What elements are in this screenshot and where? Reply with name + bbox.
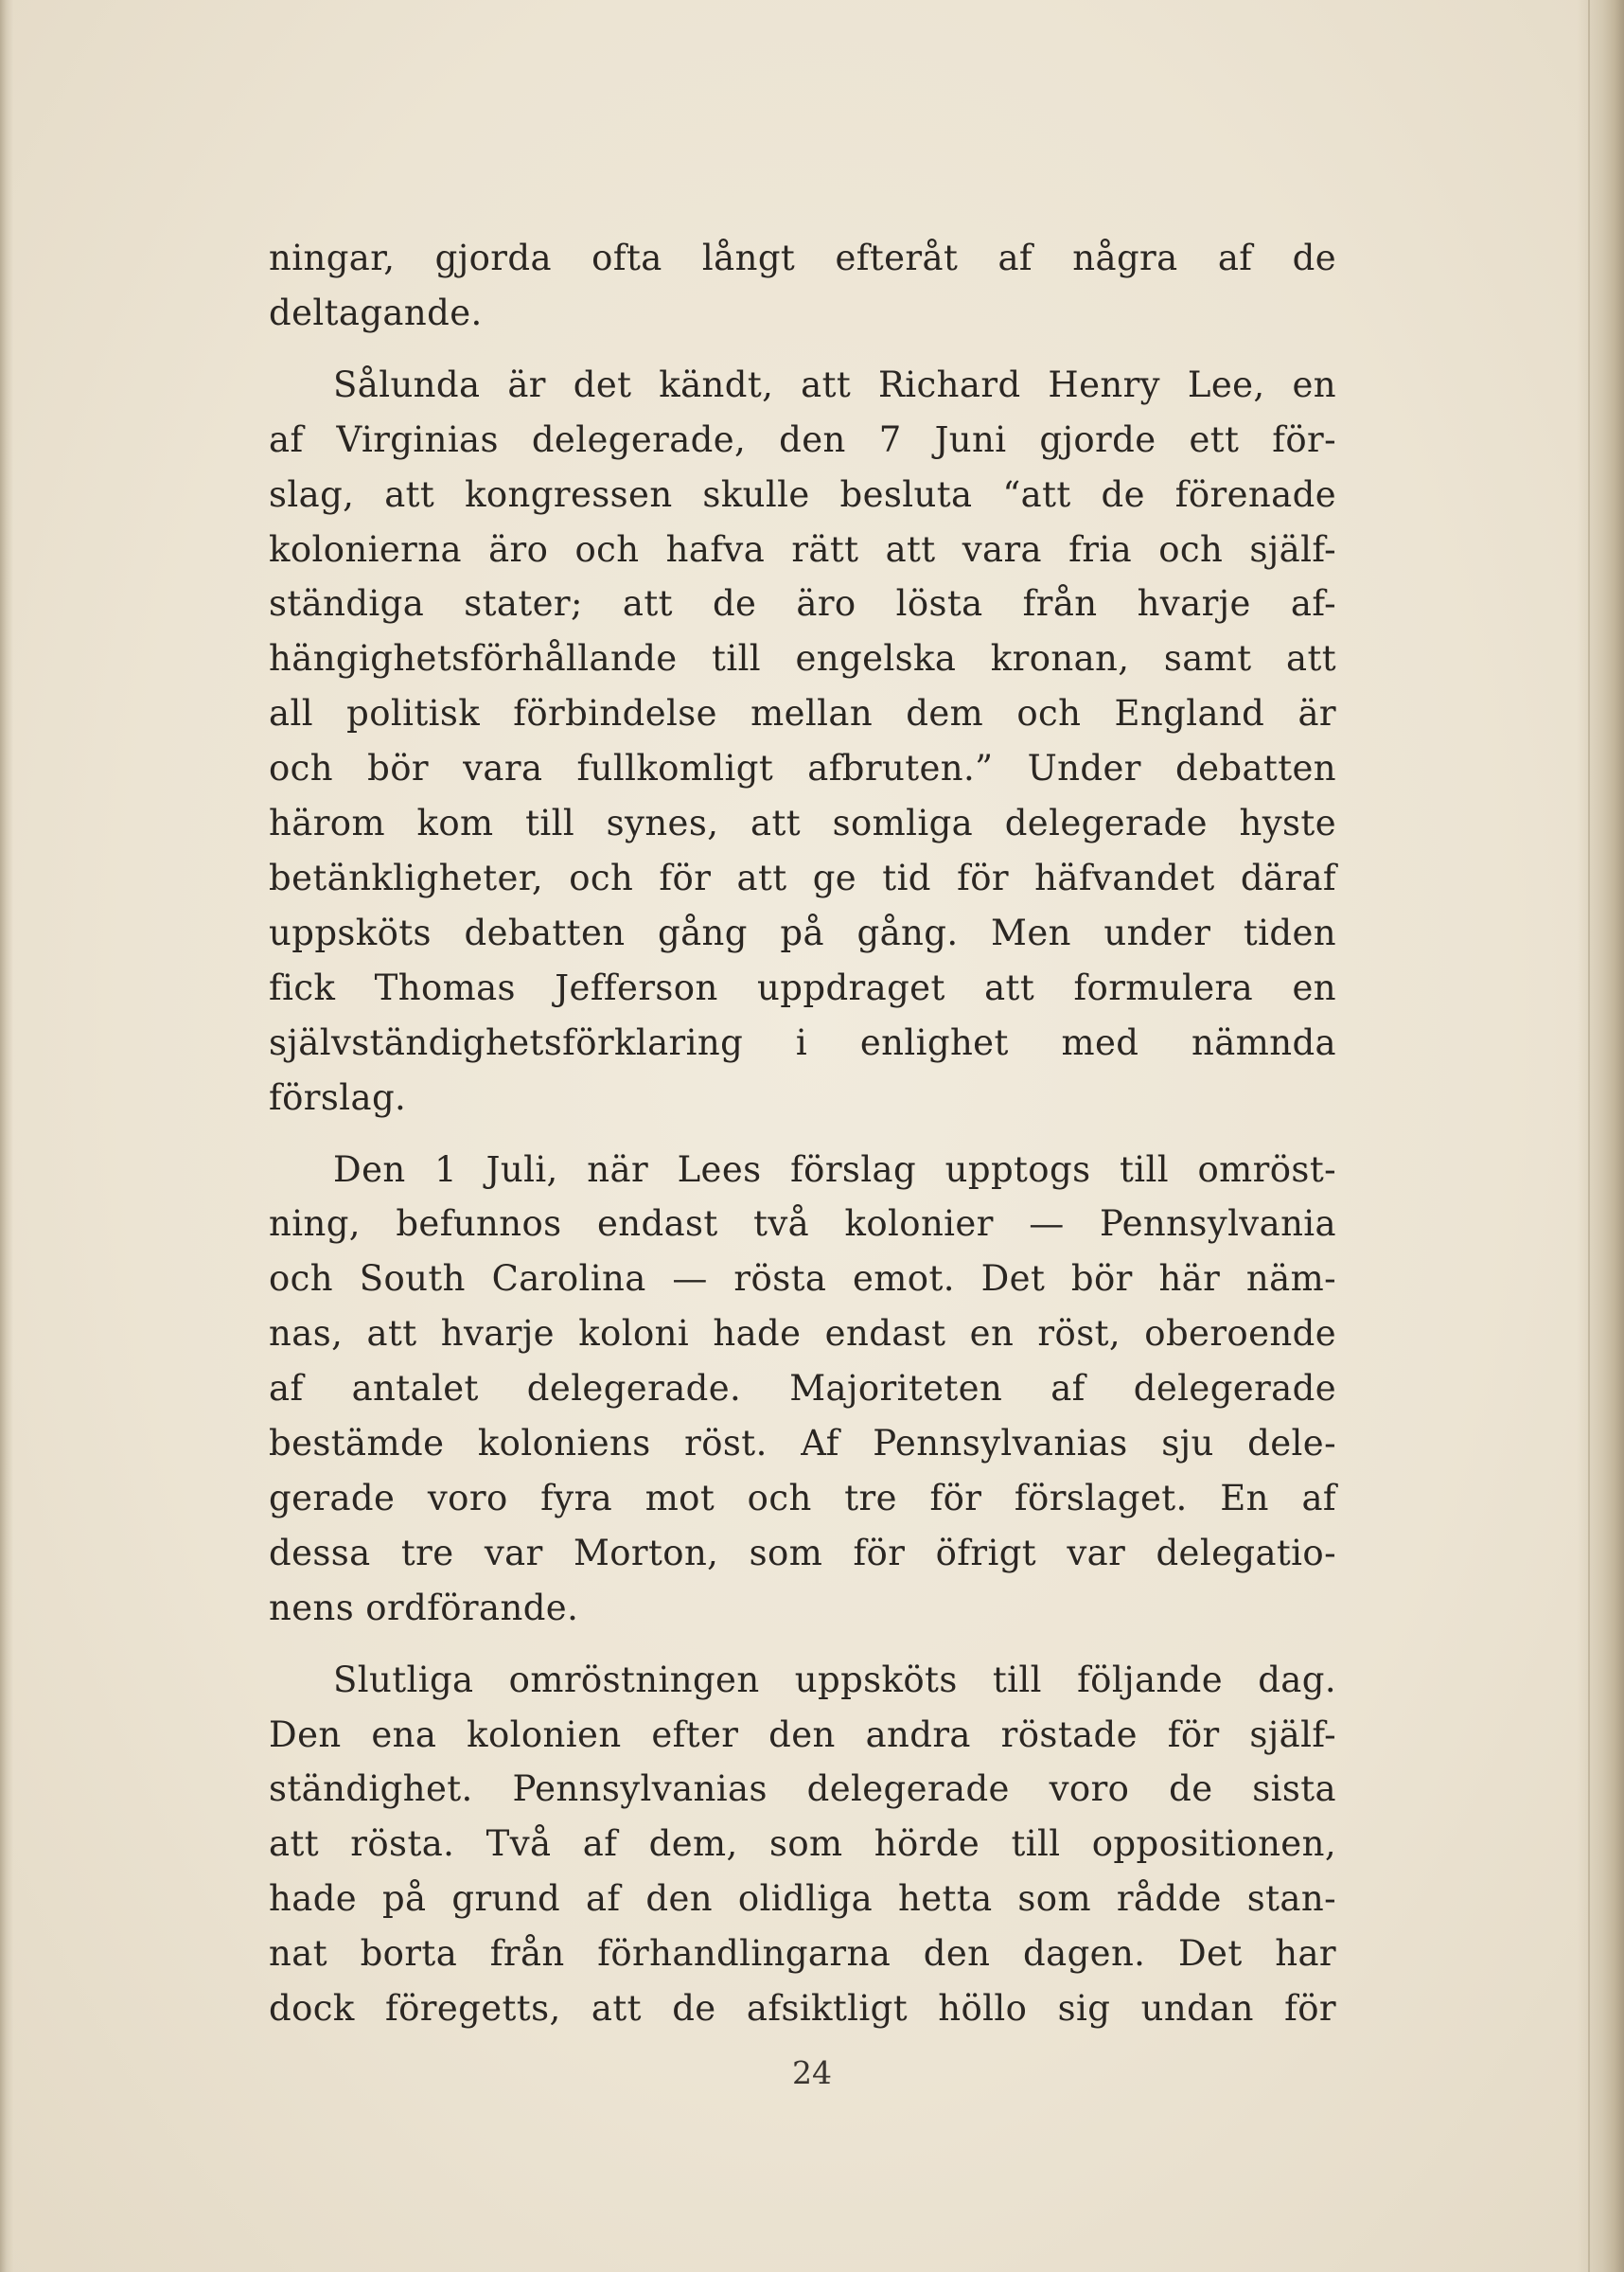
text-line: härom kom till synes, att somliga delegerade hyste (269, 803, 1336, 844)
text-line: all politisk förbindelse mellan dem och England är (269, 693, 1336, 735)
text-line: af antalet delegerade. Majoriteten af delegerade (269, 1368, 1336, 1410)
text-line: Sålunda är det kändt, att Richard Henry Lee, en (333, 364, 1336, 405)
text-line: Den ena kolonien efter den andra röstade för själf- (269, 1713, 1336, 1755)
text-line: och bör vara fullkomligt afbruten.” Under debatten (269, 748, 1336, 790)
text-line: af Virginias delegerade, den 7 Juni gjorde ett för- (269, 418, 1336, 460)
text-line: bestämde koloniens röst. Af Pennsylvanias sju dele- (269, 1423, 1336, 1464)
text-line: förslag. (269, 1076, 407, 1118)
text-line: dessa tre var Morton, som för öfrigt var delegatio- (269, 1532, 1336, 1573)
page-fold-shadow (1588, 0, 1590, 2272)
text-line: självständighetsförklaring i enlighet med nämnda (269, 1021, 1336, 1063)
text-line: ning, befunnos endast två kolonier — Pennsylvania (269, 1203, 1336, 1245)
body-text (269, 231, 1336, 2036)
text-line: nas, att hvarje koloni hade endast en röst, oberoende (269, 1313, 1336, 1355)
text-line: deltagande. (269, 292, 483, 333)
paragraph-2 (269, 358, 1336, 1126)
text-line: kolonierna äro och hafva rätt att vara fria och själf- (269, 528, 1336, 570)
text-line: och South Carolina — rösta emot. Det bör här näm- (269, 1258, 1336, 1300)
text-line: ständighet. Pennsylvanias delegerade voro de sista (269, 1768, 1336, 1810)
text-line: nens ordförande. (269, 1587, 579, 1628)
text-line: Den 1 Juli, när Lees förslag upptogs till omröst- (333, 1148, 1336, 1190)
text-line: att rösta. Två af dem, som hörde till oppositionen, (269, 1823, 1336, 1865)
text-line: gerade voro fyra mot och tre för förslaget. En af (269, 1477, 1336, 1518)
text-line: ningar, gjorda ofta långt efteråt af några af de (269, 238, 1336, 278)
text-line: uppsköts debatten gång på gång. Men under tiden (269, 912, 1336, 953)
paragraph-3 (269, 1143, 1336, 1636)
text-line: ständiga stater; att de äro lösta från hvarje af- (269, 583, 1336, 625)
text-line: betänkligheter, och för att ge tid för häfvandet däraf (269, 857, 1336, 898)
text-line: fick Thomas Jefferson uppdraget att formulera en (269, 967, 1336, 1008)
text-line: nat borta från förhandlingarna den dagen. Det har (269, 1933, 1336, 1975)
text-line: slag, att kongressen skulle besluta “att de förenade (269, 473, 1336, 515)
paragraph-4 (269, 1653, 1336, 2036)
text-line: Slutliga omröstningen uppsköts till följande dag. (333, 1659, 1336, 1700)
page-right-edge (1577, 0, 1624, 2272)
text-line: hade på grund af den olidliga hetta som rådde stan- (269, 1878, 1336, 1920)
paragraph-1 (269, 231, 1336, 341)
text-line: dock föregetts, att de afsiktligt höllo sig undan för (269, 1988, 1336, 2030)
page-number: 24 (792, 2054, 832, 2091)
text-line: hängighetsförhållande till engelska kronan, samt att (269, 638, 1336, 680)
page-left-edge (0, 0, 13, 2272)
